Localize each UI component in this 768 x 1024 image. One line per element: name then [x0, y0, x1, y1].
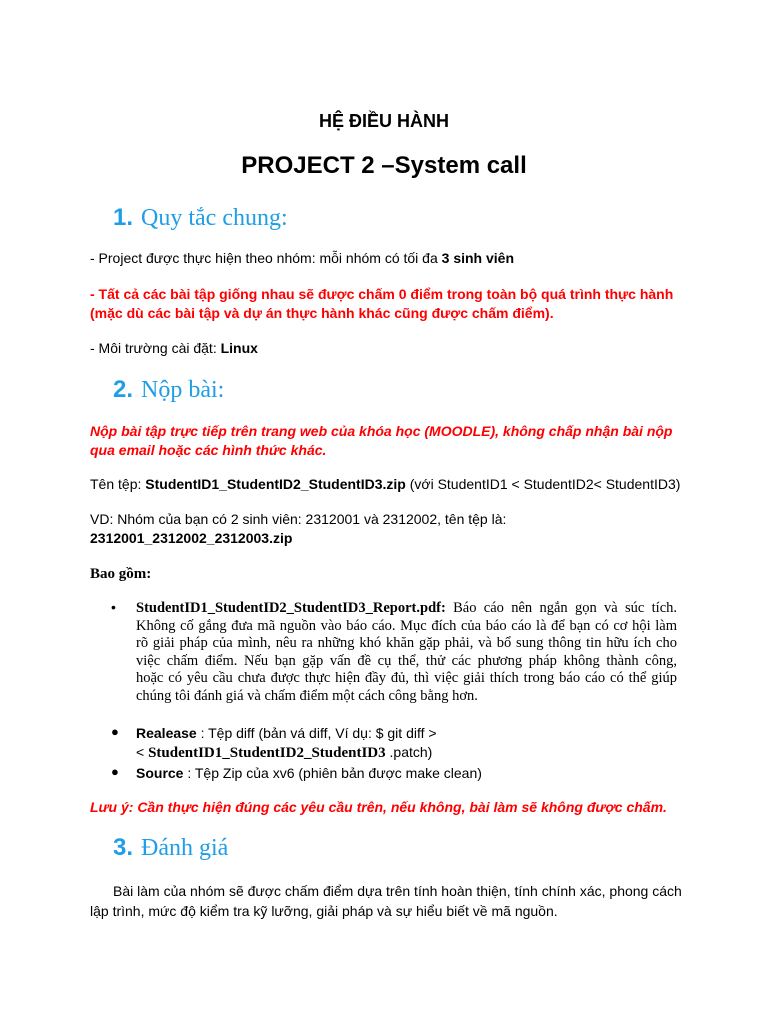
filename-pattern: StudentID1_StudentID2_StudentID3.zip [145, 476, 406, 492]
source-item [136, 764, 482, 783]
plagiarism-warning-line2: (mặc dù các bài tập và dự án thực hành khác cũng được chấm điểm). [90, 305, 554, 321]
report-line1 [136, 600, 677, 618]
report-line4: việc chấm điểm. Nếu bạn gặp vấn đề cụ thể, thử các phương pháp không thành công, [136, 652, 677, 669]
environment-value: Linux [220, 340, 258, 356]
release-item-line2 [136, 743, 432, 763]
source-text: : Tệp Zip của xv6 (phiên bản được make clean) [183, 765, 482, 781]
release-label: Realease [136, 725, 197, 741]
group-rule-text: - Project được thực hiện theo nhóm: mỗi nhóm có tối đa [90, 250, 442, 266]
report-line6: chúng tôi đánh giá và chấm điểm một cách công bằng hơn. [136, 687, 478, 704]
project-title: PROJECT 2 –System call [241, 152, 527, 179]
submission-note: Lưu ý: Cần thực hiện đúng các yêu cầu trên, nếu không, bài làm sẽ không được chấm. [90, 799, 667, 815]
report-item [136, 600, 677, 706]
report-line2: Không cố gắng đưa mã nguồn vào báo cáo. Mục đích của báo cáo là để bạn có cơ hội làm [136, 617, 677, 634]
section-3-title: Đánh giá [141, 835, 229, 861]
course-title: HỆ ĐIỀU HÀNH [318, 111, 449, 131]
submission-notice-line1: Nộp bài tập trực tiếp trên trang web của khóa học (MOODLE), không chấp nhận bài nộp [90, 423, 673, 439]
release-suffix: .patch) [385, 744, 433, 760]
section-1-heading [113, 204, 288, 232]
section-2-heading [113, 376, 224, 404]
filename-rule [90, 475, 680, 494]
plagiarism-warning-line1: - Tất cả các bài tập giống nhau sẽ được chấm 0 điểm trong toàn bộ quá trình thực hành [90, 286, 674, 302]
example-filename: 2312001_2312002_2312003.zip [90, 530, 293, 546]
report-text-1: Báo cáo nên ngắn gọn và súc tích. [445, 600, 677, 616]
environment-label: - Môi trường cài đặt: [90, 340, 221, 356]
source-label: Source [136, 765, 184, 781]
release-text: : Tệp diff (bản vá diff, Ví dụ: $ git diff > [196, 725, 437, 741]
filename-order-note: (với StudentID1 < StudentID2< StudentID3) [405, 476, 681, 492]
section-3-number: 3. [113, 834, 134, 861]
bullet-dot: ● [111, 764, 119, 779]
group-rule-max: 3 sinh viên [441, 250, 515, 266]
grading-line2: lập trình, mức độ kiểm tra kỹ lưỡng, giải pháp và sự hiểu biết về mã nguồn. [90, 903, 558, 919]
environment-rule [90, 339, 258, 358]
example-line1: VD: Nhóm của bạn có 2 sinh viên: 2312001 và 2312002, tên tệp là: [90, 511, 507, 527]
includes-label: Bao gồm: [90, 566, 152, 582]
report-filename: StudentID1_StudentID2_StudentID3_Report.pdf: [136, 600, 446, 616]
section-2-number: 2. [113, 376, 134, 403]
report-line3: rõ giải pháp của mình, nêu ra những khó khăn gặp phải, và bổ sung thông tin hữu ích cho [136, 635, 677, 652]
filename-label: Tên tệp: [90, 476, 146, 492]
section-3-heading [113, 834, 228, 862]
section-2-title: Nộp bài: [141, 377, 225, 403]
bullet-dot: • [111, 599, 116, 615]
group-rule [90, 249, 514, 268]
release-item [136, 724, 437, 743]
grading-line1: Bài làm của nhóm sẽ được chấm điểm dựa trên tính hoàn thiện, tính chính xác, phong cách [113, 883, 682, 899]
submission-notice-line2: qua email hoặc các hình thức khác. [90, 442, 327, 458]
section-1-title: Quy tắc chung: [141, 205, 288, 231]
release-prefix: < [136, 744, 149, 760]
section-1-number: 1. [113, 204, 134, 231]
release-patch-name: StudentID1_StudentID2_StudentID3 [148, 745, 386, 761]
bullet-dot: ● [111, 724, 119, 739]
report-line5: hoặc có yêu cầu chưa được thực hiện đầy đủ, thì việc giải thích trong báo cáo có thể giúp [136, 670, 677, 687]
